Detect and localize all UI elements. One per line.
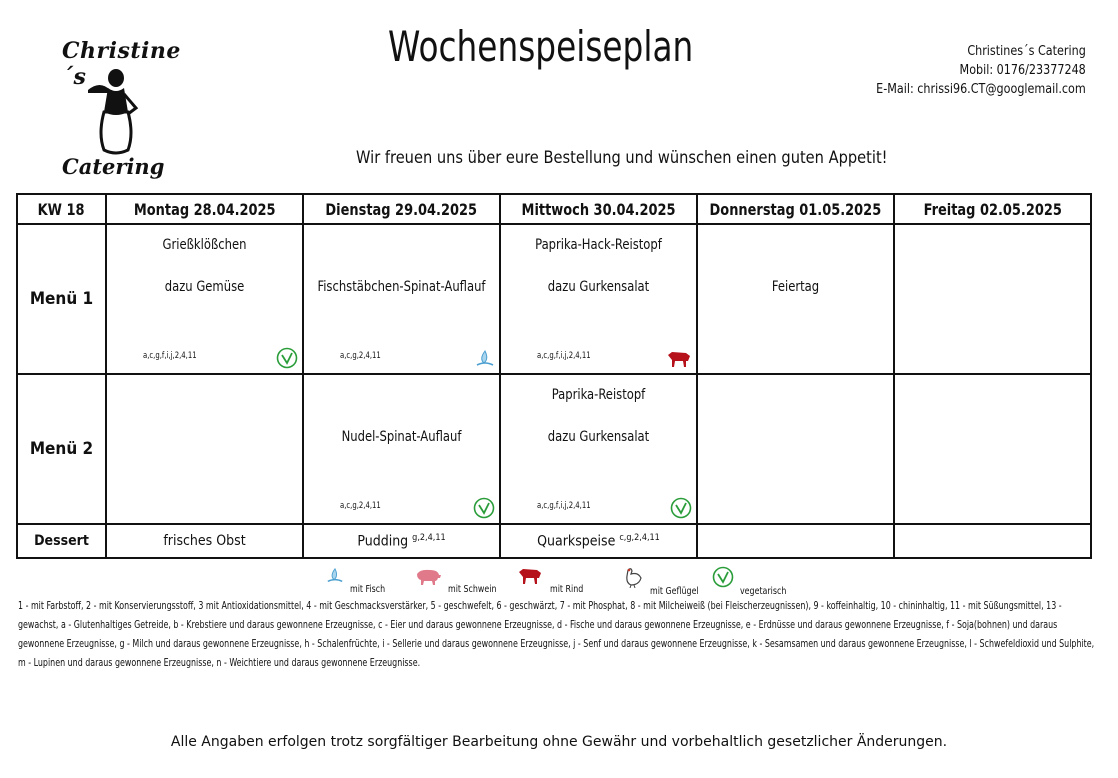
table-row-dessert — [17, 524, 1091, 558]
menu-table — [16, 193, 1092, 559]
menu2-thursday — [697, 374, 894, 524]
dessert-tuesday: Pudding $^{g,2,4,11}$ — [303, 524, 500, 558]
logo-bottom-text: Catering — [62, 154, 165, 179]
vegetarian-icon — [473, 497, 495, 519]
allergen-codes: a,c,g,2,4,11 — [340, 351, 381, 361]
legend-item-fish: mit Fisch — [326, 566, 390, 589]
allergen-legend-text — [18, 597, 1102, 673]
waitress-figure-icon — [80, 68, 150, 158]
dessert-wednesday: Quarkspeise $^{c,g,2,4,11}$ — [500, 524, 697, 558]
menu2-friday — [894, 374, 1091, 524]
menu1-thursday — [697, 224, 894, 374]
beef-icon — [516, 566, 544, 586]
dish-name: Fischstäbchen-Spinat-Auflauf — [317, 279, 486, 295]
allergen-codes: a,c,g,f,i,j,2,4,11 — [537, 501, 591, 511]
contact-email: E-Mail: chrissi96.CT@googlemail.com — [876, 82, 1086, 97]
table-row-menu1 — [17, 224, 1091, 374]
vegetarian-icon — [670, 497, 692, 519]
menu2-wednesday — [500, 374, 697, 524]
catering-logo — [18, 16, 186, 186]
contact-phone: Mobil: 0176/23377248 — [959, 63, 1086, 78]
legend-item-chicken: mit Geflügel — [622, 566, 705, 591]
table-header-row — [17, 194, 1091, 224]
holiday-label: Feiertag — [771, 279, 820, 295]
row-label-menu1: Menü 1 — [17, 224, 106, 374]
legend-item-pig: mit Schwein — [414, 566, 503, 589]
day-header-wednesday: Mittwoch 30.04.2025 — [500, 194, 697, 224]
allergen-codes: a,c,g,f,i,j,2,4,11 — [143, 351, 197, 361]
dish-name: Paprika-Hack-Reistopf — [535, 237, 662, 253]
allergen-codes: g,2,4,11 — [412, 532, 446, 543]
menu1-monday — [106, 224, 303, 374]
codes-line: m - Lupinen und daraus gewonnene Erzeugnisse, n - Weichtiere und daraus gewonnene Erzeugnisse. — [18, 657, 421, 669]
page-title: Wochenspeiseplan — [388, 22, 694, 71]
contact-block — [876, 42, 1086, 99]
menu1-friday — [894, 224, 1091, 374]
menu2-tuesday — [303, 374, 500, 524]
vegetarian-icon — [276, 347, 298, 369]
codes-line: gewonnene Erzeugnisse, g - Milch und daraus gewonnene Erzeugnisse, h - Schalenfrüchte, i - Sellerie und daraus gewonnene Erzeugnisse, j - Senf und daraus gewonnene Erzeugnisse, k - Sesamsamen und daraus gewonnene Erzeugnisse, l - Schwefeldioxid und Sulphite, — [18, 638, 1095, 650]
dish-side: dazu Gurkensalat — [547, 279, 650, 295]
dessert-friday — [894, 524, 1091, 558]
menu2-monday — [106, 374, 303, 524]
day-header-tuesday: Dienstag 29.04.2025 — [303, 194, 500, 224]
week-header: KW 18 — [17, 194, 106, 224]
legend-item-vegetarian: vegetarisch — [712, 566, 793, 591]
dish-name: Grießklößchen — [162, 237, 247, 253]
fish-icon — [475, 349, 495, 369]
fish-icon — [326, 566, 344, 586]
disclaimer-footer: Alle Angaben erfolgen trotz sorgfältiger Bearbeitung ohne Gewähr und vorbehaltlich gesetzlicher Änderungen. — [170, 734, 948, 750]
dish-name: Paprika-Reistopf — [551, 387, 646, 403]
chicken-icon — [622, 566, 644, 588]
day-header-thursday: Donnerstag 01.05.2025 — [697, 194, 894, 224]
pig-icon — [414, 566, 442, 586]
row-label-dessert: Dessert — [17, 524, 106, 558]
codes-line: gewachst, a - Glutenhaltiges Getreide, b - Krebstiere und daraus gewonnene Erzeugnisse, c - Eier und daraus gewonnene Erzeugnisse, d - Fische und daraus gewonnene Erzeugnisse, e - Erdnüsse und daraus gewonnene Erzeugnisse, f - Soja(bohnen) und daraus — [18, 619, 1058, 631]
beef-icon — [666, 349, 692, 369]
menu1-tuesday — [303, 224, 500, 374]
allergen-codes: c,g,2,4,11 — [619, 532, 660, 543]
subtitle: Wir freuen uns über eure Bestellung und wünschen einen guten Appetit! — [356, 148, 888, 168]
day-header-monday: Montag 28.04.2025 — [106, 194, 303, 224]
table-row-menu2 — [17, 374, 1091, 524]
row-label-menu2: Menü 2 — [17, 374, 106, 524]
dish-side: dazu Gemüse — [164, 279, 245, 295]
dish-name: Nudel-Spinat-Auflauf — [341, 429, 462, 445]
menu1-wednesday — [500, 224, 697, 374]
dish-side: dazu Gurkensalat — [547, 429, 650, 445]
logo-top-text: Christine´s — [62, 38, 181, 90]
vegetarian-icon — [712, 566, 734, 588]
contact-name: Christines´s Catering — [967, 44, 1086, 59]
codes-line: 1 - mit Farbstoff, 2 - mit Konservierungsstoff, 3 mit Antioxidationsmittel, 4 - mit Geschmacksverstärker, 5 - geschwefelt, 6 - geschwärzt, 7 - mit Phosphat, 8 - mit Milcheiweiß (bei Fleischerzeugnissen), 9 - koffeinhaltig, 10 - chininhaltig, 11 - mit Süßungsmittel, 13 - — [18, 600, 1062, 612]
dessert-thursday — [697, 524, 894, 558]
allergen-codes: a,c,g,f,i,j,2,4,11 — [537, 351, 591, 361]
day-header-friday: Freitag 02.05.2025 — [894, 194, 1091, 224]
dessert-monday: frisches Obst — [106, 524, 303, 558]
legend-item-beef: mit Rind — [516, 566, 588, 589]
allergen-codes: a,c,g,2,4,11 — [340, 501, 381, 511]
